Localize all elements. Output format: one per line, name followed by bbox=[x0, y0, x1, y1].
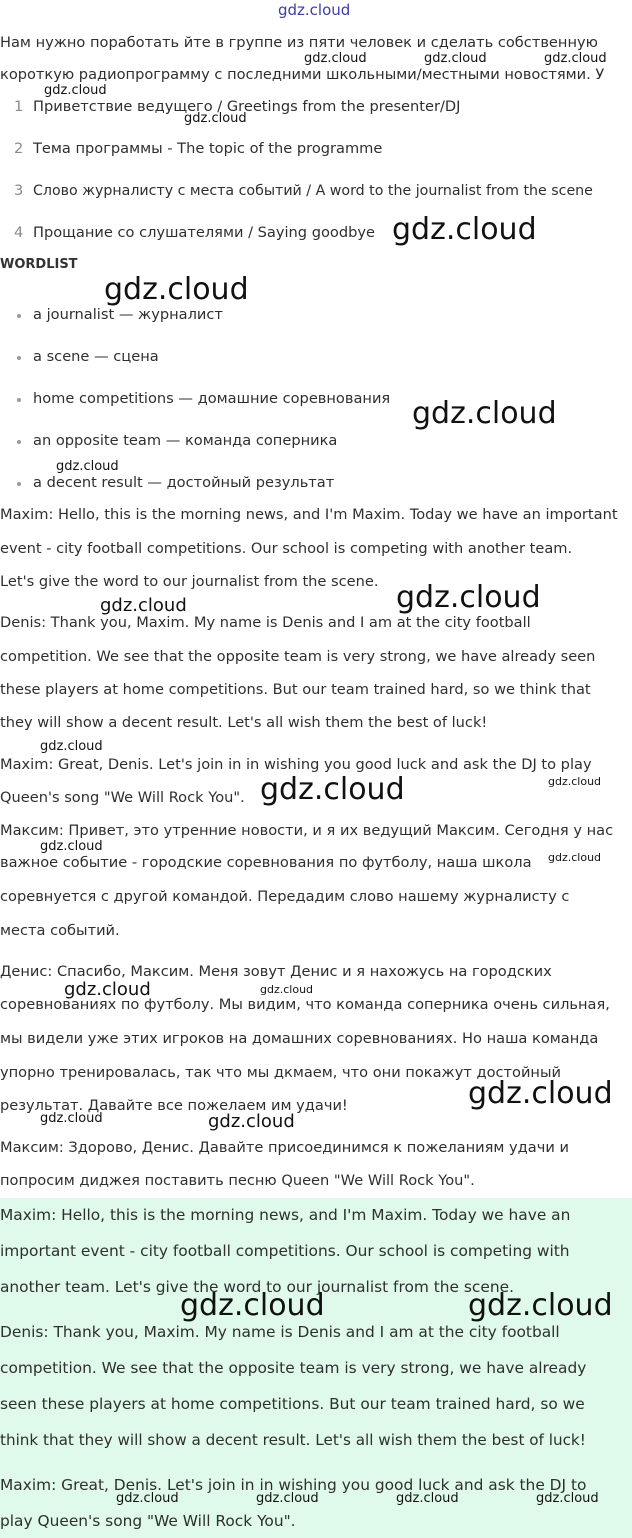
watermark: gdz.cloud bbox=[40, 739, 103, 754]
highlight-line: important event - city football competitions. Our school is competing with bbox=[0, 1242, 570, 1260]
dialogue-line-ru: соревнованиях по футболу. Мы видим, что команда соперника очень сильная, bbox=[0, 996, 610, 1013]
plan-number: 4 bbox=[14, 224, 24, 241]
watermark: gdz.cloud bbox=[468, 1288, 613, 1323]
wordlist-item: a journalist — журналист bbox=[33, 306, 223, 323]
bullet-icon bbox=[17, 356, 21, 360]
plan-item: Приветствие ведущего / Greetings from the presenter/DJ bbox=[33, 98, 461, 115]
dialogue-line-ru: упорно тренировалась, так что мы дкмаем, что они покажут достойный bbox=[0, 1064, 561, 1081]
highlight-line: seen these players at home competitions. But our team trained hard, so we bbox=[0, 1395, 585, 1413]
bullet-icon bbox=[17, 482, 21, 486]
dialogue-line: Maxim: Great, Denis. Let's join in in wishing you good luck and ask the DJ to play bbox=[0, 756, 592, 773]
dialogue-line-ru: Максим: Здорово, Денис. Давайте присоединимся к пожеланиям удачи и bbox=[0, 1139, 569, 1156]
wordlist-heading: WORDLIST bbox=[0, 257, 78, 272]
intro-line: Нам нужно поработать йте в группе из пяти человек и сделать собственную bbox=[0, 34, 598, 51]
bullet-icon bbox=[17, 398, 21, 402]
watermark: gdz.cloud bbox=[40, 1111, 103, 1126]
dialogue-line-ru: Денис: Спасибо, Максим. Меня зовут Денис и я нахожусь на городских bbox=[0, 963, 552, 980]
wordlist-item: an opposite team — команда соперника bbox=[33, 432, 338, 449]
watermark: gdz.cloud bbox=[544, 51, 607, 66]
highlight-line: play Queen's song "We Will Rock You". bbox=[0, 1512, 296, 1530]
watermark: gdz.cloud bbox=[548, 775, 602, 788]
dialogue-line: competition. We see that the opposite team is very strong, we have already seen bbox=[0, 648, 596, 665]
dialogue-line: these players at home competitions. But our team trained hard, so we think that bbox=[0, 681, 591, 698]
watermark: gdz.cloud bbox=[468, 1076, 613, 1111]
watermark: gdz.cloud bbox=[40, 839, 103, 854]
dialogue-line-ru: результат. Давайте все пожелаем им удачи! bbox=[0, 1097, 348, 1114]
watermark: gdz.cloud bbox=[184, 111, 247, 126]
dialogue-line-ru: мы видели уже этих игроков на домашних соревнованиях. Но наша команда bbox=[0, 1030, 599, 1047]
dialogue-line-ru: Максим: Привет, это утренние новости, и я их ведущий Максим. Сегодня у нас bbox=[0, 822, 614, 839]
watermark: gdz.cloud bbox=[100, 595, 187, 616]
intro-line: короткую радиопрограмму с последними школьными/местными новостями. У bbox=[0, 66, 605, 83]
watermark: gdz.cloud bbox=[64, 979, 151, 1000]
watermark: gdz.cloud bbox=[208, 1111, 295, 1132]
watermark: gdz.cloud bbox=[260, 772, 405, 807]
watermark: gdz.cloud bbox=[396, 580, 541, 615]
watermark: gdz.cloud bbox=[424, 51, 487, 66]
watermark: gdz.cloud bbox=[104, 272, 249, 307]
highlight-line: Maxim: Hello, this is the morning news, and I'm Maxim. Today we have an bbox=[0, 1206, 571, 1224]
plan-item: Слово журналисту с места событий / A word to the journalist from the scene bbox=[33, 183, 593, 199]
dialogue-line: Maxim: Hello, this is the morning news, and I'm Maxim. Today we have an important bbox=[0, 506, 618, 523]
watermark: gdz.cloud bbox=[260, 983, 314, 996]
dialogue-line: Let's give the word to our journalist from the scene. bbox=[0, 573, 379, 590]
wordlist-item: a decent result — достойный результат bbox=[33, 474, 335, 491]
watermark: gdz.cloud bbox=[392, 212, 537, 247]
watermark: gdz.cloud bbox=[56, 459, 119, 474]
dialogue-line-ru: места событий. bbox=[0, 922, 120, 939]
bullet-icon bbox=[17, 314, 21, 318]
dialogue-line-ru: важное событие - городские соревнования по футболу, наша школа bbox=[0, 854, 532, 871]
highlight-line: another team. Let's give the word to our journalist from the scene. bbox=[0, 1278, 514, 1296]
watermark: gdz.cloud bbox=[278, 1, 351, 19]
wordlist-item: home competitions — домашние соревнования bbox=[33, 390, 391, 407]
plan-item: Тема программы - The topic of the programme bbox=[33, 140, 383, 157]
dialogue-line-ru: соревнуется с другой командой. Передадим слово нашему журналисту с bbox=[0, 888, 570, 905]
wordlist-item: a scene — сцена bbox=[33, 348, 159, 365]
highlight-line: think that they will show a decent result. Let's all wish them the best of luck! bbox=[0, 1431, 586, 1449]
watermark: gdz.cloud bbox=[396, 1491, 459, 1506]
watermark: gdz.cloud bbox=[116, 1491, 179, 1506]
dialogue-line: Denis: Thank you, Maxim. My name is Denis and I am at the city football bbox=[0, 614, 531, 631]
plan-item: Прощание со слушателями / Saying goodbye bbox=[33, 224, 375, 241]
highlight-line: Maxim: Great, Denis. Let's join in in wishing you good luck and ask the DJ to bbox=[0, 1476, 587, 1494]
watermark: gdz.cloud bbox=[548, 851, 602, 864]
highlight-line: competition. We see that the opposite team is very strong, we have already bbox=[0, 1359, 587, 1377]
watermark: gdz.cloud bbox=[536, 1491, 599, 1506]
plan-number: 1 bbox=[14, 98, 24, 115]
watermark: gdz.cloud bbox=[304, 51, 367, 66]
bullet-icon bbox=[17, 440, 21, 444]
watermark: gdz.cloud bbox=[180, 1288, 325, 1323]
plan-number: 2 bbox=[14, 140, 24, 157]
dialogue-line: event - city football competitions. Our school is competing with another team. bbox=[0, 540, 573, 557]
watermark: gdz.cloud bbox=[256, 1491, 319, 1506]
dialogue-line: Queen's song "We Will Rock You". bbox=[0, 789, 245, 806]
plan-number: 3 bbox=[14, 182, 24, 199]
highlight-line: Denis: Thank you, Maxim. My name is Denis and I am at the city football bbox=[0, 1323, 560, 1341]
watermark: gdz.cloud bbox=[44, 83, 107, 98]
dialogue-line-ru: попросим диджея поставить песню Queen "We Will Rock You". bbox=[0, 1172, 475, 1189]
watermark: gdz.cloud bbox=[412, 396, 557, 431]
dialogue-line: they will show a decent result. Let's all wish them the best of luck! bbox=[0, 714, 488, 731]
